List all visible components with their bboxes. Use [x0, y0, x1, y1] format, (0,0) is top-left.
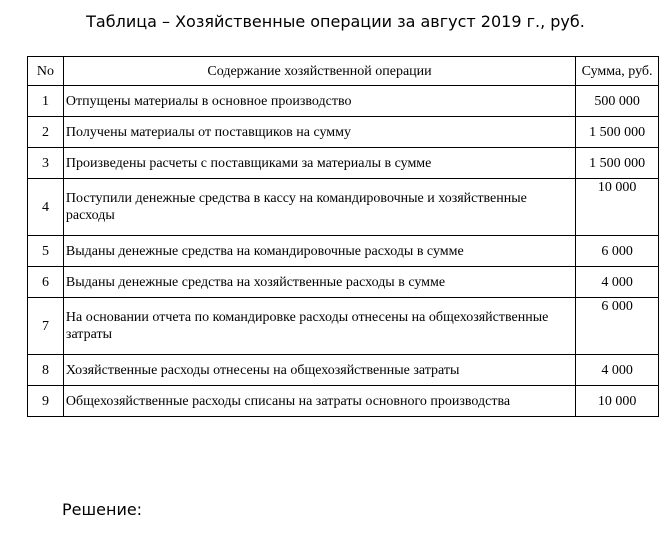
- header-sum: Сумма, руб.: [576, 57, 659, 86]
- row-no: 9: [28, 386, 64, 417]
- header-no: No: [28, 57, 64, 86]
- row-description: Выданы денежные средства на командировочные расходы в сумме: [63, 236, 575, 267]
- row-sum: 4 000: [576, 355, 659, 386]
- row-sum: 6 000: [576, 236, 659, 267]
- table-row: [28, 236, 659, 267]
- row-no: 3: [28, 148, 64, 179]
- table-row: [28, 117, 659, 148]
- table-row: [28, 267, 659, 298]
- row-no: 6: [28, 267, 64, 298]
- row-no: 4: [28, 179, 64, 236]
- row-description: На основании отчета по командировке расходы отнесены на общехозяйственные затраты: [63, 298, 575, 355]
- row-no: 8: [28, 355, 64, 386]
- row-description: Произведены расчеты с поставщиками за материалы в сумме: [63, 148, 575, 179]
- row-sum: 6 000: [576, 298, 659, 355]
- table-row: [28, 298, 659, 355]
- table-row: [28, 386, 659, 417]
- table-row: [28, 148, 659, 179]
- row-no: 1: [28, 86, 64, 117]
- row-no: 7: [28, 298, 64, 355]
- row-no: 2: [28, 117, 64, 148]
- table-row: [28, 179, 659, 236]
- row-sum: 10 000: [576, 179, 659, 236]
- row-sum: 500 000: [576, 86, 659, 117]
- row-sum: 1 500 000: [576, 117, 659, 148]
- row-description: Поступили денежные средства в кассу на командировочные и хозяйственные расходы: [63, 179, 575, 236]
- row-description: Выданы денежные средства на хозяйственные расходы в сумме: [63, 267, 575, 298]
- row-sum: 1 500 000: [576, 148, 659, 179]
- row-description: Получены материалы от поставщиков на сумму: [63, 117, 575, 148]
- table-header-row: [28, 57, 659, 86]
- row-description: Общехозяйственные расходы списаны на затраты основного производства: [63, 386, 575, 417]
- table-title: Таблица – Хозяйственные операции за август 2019 г., руб.: [86, 12, 585, 31]
- header-description: Содержание хозяйственной операции: [63, 57, 575, 86]
- row-sum: 10 000: [576, 386, 659, 417]
- table-row: [28, 355, 659, 386]
- row-description: Отпущены материалы в основное производство: [63, 86, 575, 117]
- row-description: Хозяйственные расходы отнесены на общехозяйственные затраты: [63, 355, 575, 386]
- operations-table: [27, 56, 659, 417]
- row-sum: 4 000: [576, 267, 659, 298]
- table-row: [28, 86, 659, 117]
- solution-label: Решение:: [62, 500, 143, 519]
- row-no: 5: [28, 236, 64, 267]
